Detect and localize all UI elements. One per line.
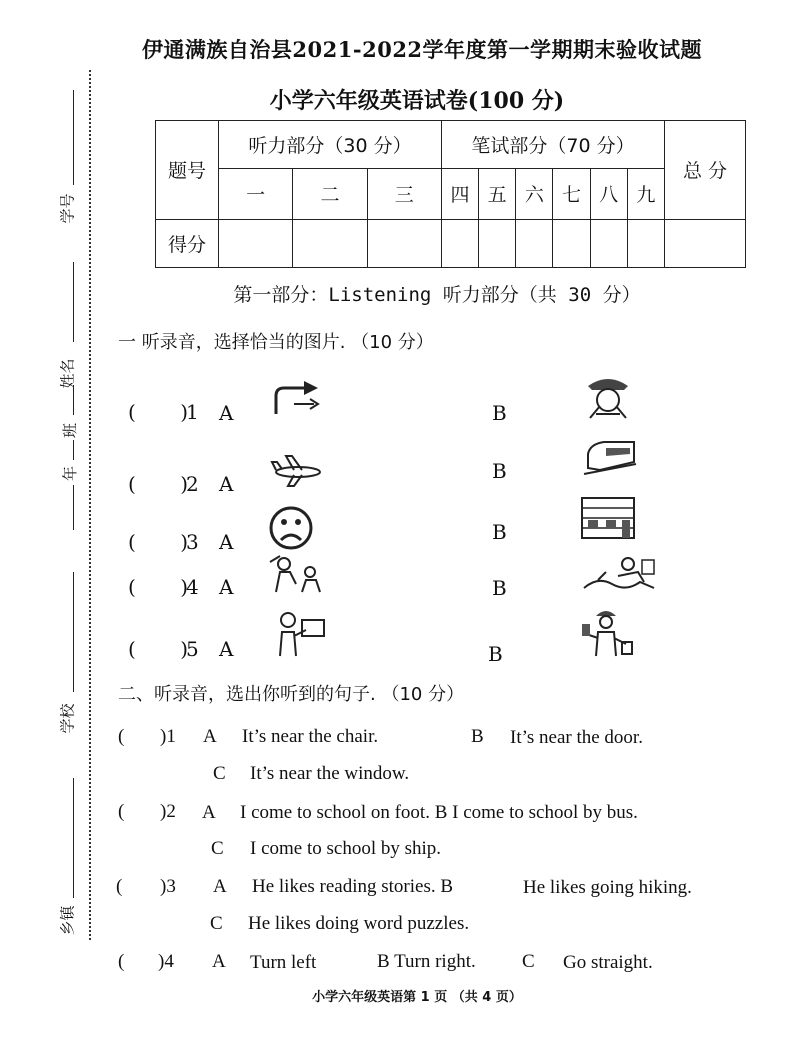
train-icon [580, 434, 640, 480]
town-line [73, 778, 74, 898]
score-cell-4[interactable] [441, 219, 478, 267]
score-cell-total[interactable] [665, 219, 746, 267]
s2-q1-paren[interactable]: ( [118, 726, 125, 747]
item-label: 题号 [156, 121, 219, 220]
school-line [73, 572, 74, 692]
q4-option-a[interactable]: A [219, 575, 234, 599]
grade-label: 年 [61, 465, 80, 482]
s2-q2-paren[interactable]: ( [118, 801, 125, 822]
s2-q1-b-text: It’s near the door. [510, 727, 643, 748]
score-cell-2[interactable] [293, 219, 367, 267]
building-icon [578, 494, 638, 540]
writing-header: 笔试部分（70 分） [441, 121, 664, 169]
score-cell-5[interactable] [479, 219, 516, 267]
col-9: 九 [627, 169, 664, 219]
q3-option-b[interactable]: B [492, 520, 507, 544]
class-line [73, 385, 74, 415]
student-no-line [73, 90, 74, 185]
q1-answer-paren[interactable]: ( ) [128, 400, 189, 424]
score-cell-1[interactable] [219, 219, 293, 267]
q2-option-b[interactable]: B [492, 459, 507, 483]
score-cell-3[interactable] [367, 219, 441, 267]
s2-q4-b-text: B Turn right. [377, 951, 476, 972]
s2-q4-c-key[interactable]: C [522, 951, 535, 972]
town-label: 乡镇 [58, 905, 77, 936]
section-one-heading: 一 听录音，选择恰当的图片. （10 分） [118, 332, 434, 353]
s2-q1-c-key[interactable]: C [213, 763, 226, 784]
police-officer-icon [578, 372, 638, 418]
score-cell-6[interactable] [516, 219, 553, 267]
q2-option-a[interactable]: A [219, 472, 234, 496]
q5-option-a[interactable]: A [219, 637, 234, 661]
grade-line-lower [73, 485, 74, 530]
s2-q3-paren[interactable]: ( [116, 876, 123, 897]
q5-option-b[interactable]: B [488, 642, 503, 666]
part-one-heading: 第一部分：Listening 听力部分（共 30 分） [233, 284, 641, 306]
s2-q1-a-key[interactable]: A [203, 726, 217, 747]
s2-q4-a-text: Turn left [250, 952, 317, 973]
score-cell-7[interactable] [553, 219, 590, 267]
col-5: 五 [479, 169, 516, 219]
s2-q1-b-key[interactable]: B [471, 726, 484, 747]
s2-q3-a-key[interactable]: A [213, 876, 227, 897]
s2-q2-number: )2 [160, 801, 176, 822]
q1-option-a[interactable]: A [219, 401, 234, 425]
s2-q3-number: )3 [160, 876, 176, 897]
col-2: 二 [293, 169, 367, 219]
s2-q1-c-text: It’s near the window. [250, 763, 410, 784]
listening-header: 听力部分（30 分） [219, 121, 442, 169]
q4-option-b[interactable]: B [492, 576, 507, 600]
people-reading-icon [578, 552, 658, 598]
col-7: 七 [553, 169, 590, 219]
q3-number: 3 [186, 530, 199, 554]
score-label: 得分 [156, 219, 219, 267]
score-cell-9[interactable] [627, 219, 664, 267]
q1-number: 1 [186, 400, 199, 424]
people-talking-icon [266, 552, 326, 598]
s2-q2-a-key[interactable]: A [202, 802, 216, 823]
airplane-icon [268, 448, 328, 494]
total-header: 总 分 [665, 121, 746, 220]
score-table [155, 120, 746, 268]
score-cell-8[interactable] [590, 219, 627, 267]
q2-number: 2 [186, 472, 199, 496]
student-no-label: 学号 [58, 193, 77, 224]
worker-icon [578, 604, 638, 650]
s2-q3-a-text: He likes reading stories. B [252, 876, 454, 897]
grade-line [73, 440, 74, 460]
q4-number: 4 [186, 575, 199, 599]
exam-subtitle: 小学六年级英语试卷(100 分) [269, 88, 565, 114]
s2-q4-number: )4 [158, 951, 174, 972]
section-two-heading: 二、听录音，选出你听到的句子. （10 分） [118, 684, 465, 705]
class-label: 班 [61, 422, 80, 439]
s2-q2-c-key[interactable]: C [211, 838, 224, 859]
page-footer: 小学六年级英语第 1 页 （共 4 页） [312, 990, 522, 1005]
s2-q1-a-text: It’s near the chair. [242, 726, 379, 747]
school-label: 学校 [58, 703, 77, 734]
document-title: 伊通满族自治县2021-2022学年度第一学期期末验收试题 [141, 37, 703, 62]
s2-q4-c-text: Go straight. [563, 952, 653, 973]
name-label: 姓名 [58, 358, 77, 389]
q3-option-a[interactable]: A [219, 530, 234, 554]
s2-q4-a-key[interactable]: A [212, 951, 226, 972]
q2-answer-paren[interactable]: ( ) [128, 472, 189, 496]
s2-q2-a-text: I come to school on foot. B I come to school by bus. [240, 802, 638, 823]
s2-q3-b-text: He likes going hiking. [523, 877, 692, 898]
teacher-icon [266, 606, 326, 652]
q5-number: 5 [186, 637, 199, 661]
binding-dotted-line [89, 70, 91, 940]
turn-arrow-icon [268, 378, 328, 424]
q3-answer-paren[interactable]: ( ) [128, 530, 189, 554]
col-8: 八 [590, 169, 627, 219]
s2-q4-paren[interactable]: ( [118, 951, 125, 972]
sad-face-icon [266, 504, 326, 550]
col-3: 三 [367, 169, 441, 219]
q5-answer-paren[interactable]: ( ) [128, 637, 189, 661]
col-6: 六 [516, 169, 553, 219]
s2-q1-number: )1 [160, 726, 176, 747]
s2-q2-c-text: I come to school by ship. [250, 838, 442, 859]
col-4: 四 [441, 169, 478, 219]
s2-q3-c-text: He likes doing word puzzles. [248, 913, 470, 934]
q1-option-b[interactable]: B [492, 401, 507, 425]
col-1: 一 [219, 169, 293, 219]
s2-q3-c-key[interactable]: C [210, 913, 223, 934]
q4-answer-paren[interactable]: ( ) [128, 575, 189, 599]
